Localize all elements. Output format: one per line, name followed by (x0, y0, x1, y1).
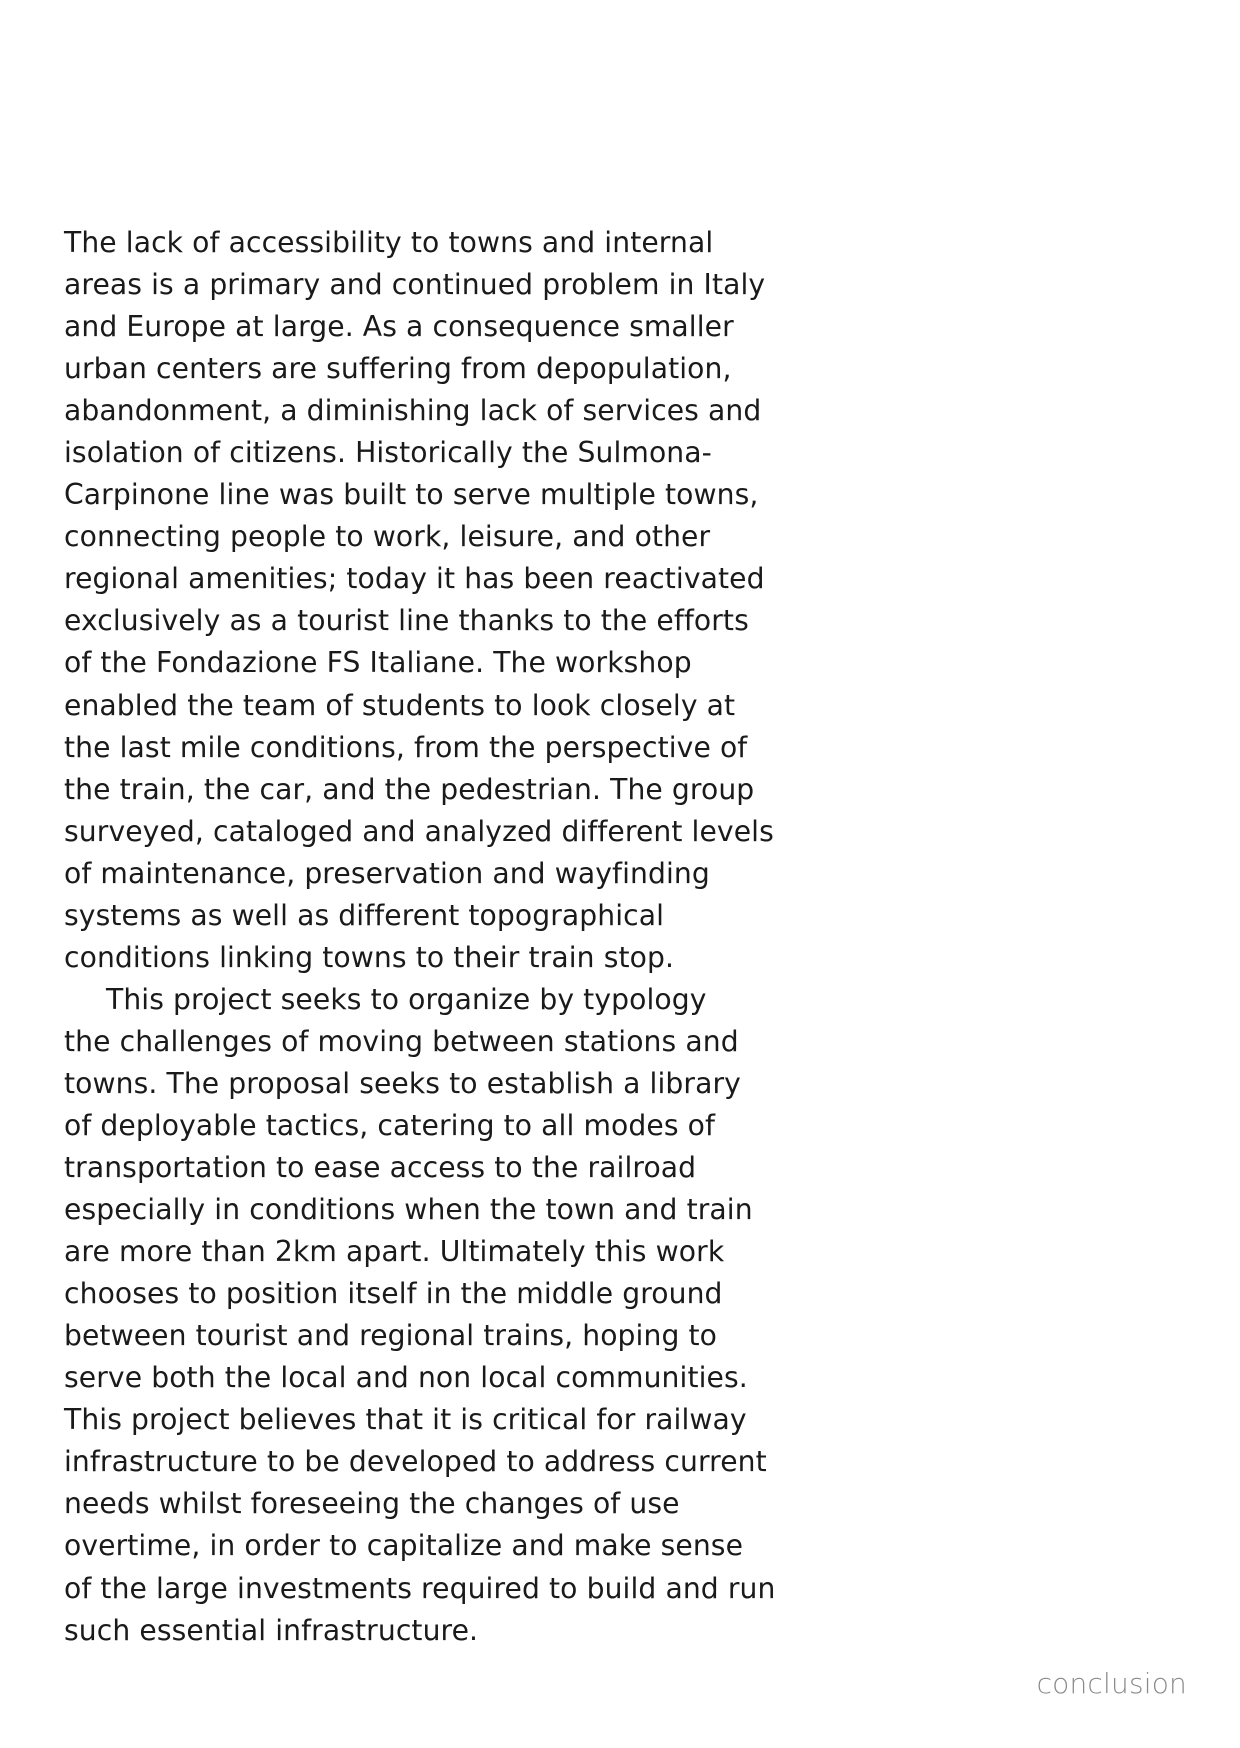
text-line: infrastructure to be developed to address current (64, 1445, 767, 1479)
text-line: This project seeks to organize by typology (106, 982, 707, 1016)
text-line: the train, the car, and the pedestrian. The group (64, 772, 755, 806)
section-label: conclusion (1036, 1667, 1187, 1700)
text-line: serve both the local and non local communities. (64, 1361, 748, 1395)
text-line: overtime, in order to capitalize and make sense (64, 1529, 744, 1563)
text-line: and Europe at large. As a consequence smaller (64, 310, 734, 344)
text-line: abandonment, a diminishing lack of services and (64, 394, 762, 428)
text-line: regional amenities; today it has been reactivated (64, 562, 765, 596)
text-line: such essential infrastructure. (64, 1613, 479, 1647)
text-line: Carpinone line was built to serve multiple towns, (64, 478, 759, 512)
text-line: conditions linking towns to their train stop. (64, 940, 675, 974)
text-line: surveyed, cataloged and analyzed different levels (64, 814, 774, 848)
text-line: towns. The proposal seeks to establish a library (64, 1066, 741, 1100)
text-line: of the Fondazione FS Italiane. The workshop (64, 646, 692, 680)
text-line: between tourist and regional trains, hoping to (64, 1319, 717, 1353)
text-line: are more than 2km apart. Ultimately this work (64, 1235, 725, 1269)
text-line: the last mile conditions, from the perspective of (64, 730, 748, 764)
text-line: enabled the team of students to look closely at (64, 688, 736, 722)
text-line: especially in conditions when the town and train (64, 1193, 753, 1227)
text-line: of the large investments required to build and run (64, 1571, 776, 1605)
paragraph (64, 979, 804, 1652)
text-line: of deployable tactics, catering to all modes of (64, 1108, 716, 1142)
text-line: needs whilst foreseeing the changes of use (64, 1487, 680, 1521)
text-line: urban centers are suffering from depopulation, (64, 352, 732, 386)
paragraph (64, 222, 804, 979)
text-line: the challenges of moving between stations and (64, 1024, 739, 1058)
text-line: areas is a primary and continued problem in Italy (64, 268, 766, 302)
body-text (64, 222, 804, 1652)
text-line: transportation to ease access to the railroad (64, 1151, 697, 1185)
text-line: This project believes that it is critical for railway (64, 1403, 747, 1437)
text-line: isolation of citizens. Historically the Sulmona- (64, 436, 712, 470)
text-line: of maintenance, preservation and wayfinding (64, 856, 710, 890)
text-line: The lack of accessibility to towns and internal (64, 226, 714, 259)
text-line: systems as well as different topographical (64, 898, 665, 932)
text-line: connecting people to work, leisure, and other (64, 520, 711, 554)
text-line: exclusively as a tourist line thanks to the efforts (64, 604, 749, 638)
text-line: chooses to position itself in the middle ground (64, 1277, 723, 1311)
